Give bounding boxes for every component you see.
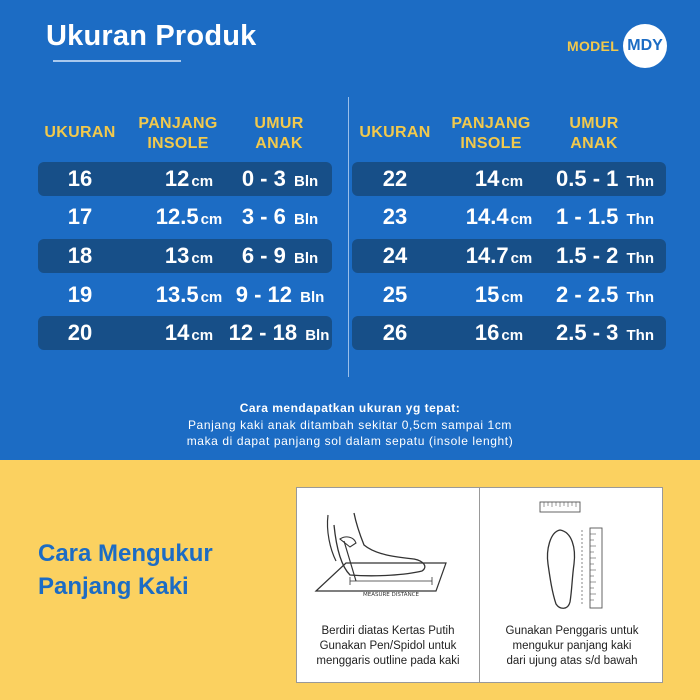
table-row — [38, 239, 332, 273]
step-1-caption: Berdiri diatas Kertas Putih Gunakan Pen/Spidol untuk menggaris outline pada kaki — [316, 625, 460, 667]
note-line-1: Panjang kaki anak ditambah sekitar 0,5cm sampai 1cm — [187, 418, 513, 432]
insole-cell: 14.7 cm — [465, 243, 533, 268]
foot-tracing-illustration — [306, 505, 472, 605]
insole-cell: 15 cm — [474, 282, 524, 307]
table-row — [38, 316, 332, 350]
age-cell: 0 - 3 Bln — [241, 166, 319, 191]
table-row — [38, 278, 332, 312]
table-row — [352, 200, 666, 234]
size-cell: 24 — [382, 243, 408, 268]
age-cell: 1.5 - 2 Thn — [556, 243, 654, 268]
age-cell: 12 - 18 Bln — [228, 320, 330, 345]
model-tag — [567, 24, 667, 68]
table-row — [38, 200, 332, 234]
note-title: Cara mendapatkan ukuran yg tepat: — [239, 401, 461, 415]
insole-cell: 13 cm — [164, 243, 214, 268]
size-cell: 25 — [382, 282, 408, 307]
header-age-right: UMUR ANAK — [569, 115, 619, 152]
size-cell: 22 — [382, 166, 408, 191]
header-insole-left: PANJANG INSOLE — [138, 115, 218, 152]
table-row — [352, 316, 666, 350]
panel-divider — [479, 487, 480, 683]
table-row — [38, 162, 332, 196]
header-size-left: UKURAN — [44, 124, 116, 141]
age-cell: 6 - 9 Bln — [241, 243, 319, 268]
insole-cell: 12.5 cm — [155, 204, 223, 229]
size-cell: 23 — [382, 204, 408, 229]
insole-cell: 12 cm — [164, 166, 214, 191]
insole-cell: 14 cm — [164, 320, 214, 345]
insole-cell: 16 cm — [474, 320, 524, 345]
insole-cell: 13.5 cm — [155, 282, 223, 307]
size-cell: 16 — [67, 166, 93, 191]
size-cell: 20 — [67, 320, 93, 345]
how-to-title: Cara Mengukur Panjang Kaki — [38, 540, 213, 600]
model-badge: MDY — [623, 24, 667, 68]
table-divider — [348, 97, 349, 377]
header-age-left: UMUR ANAK — [254, 115, 304, 152]
age-cell: 9 - 12 Bln — [235, 282, 325, 307]
model-label: MODEL — [567, 38, 620, 54]
page-title: Ukuran Produk — [46, 20, 257, 52]
size-cell: 17 — [67, 204, 93, 229]
age-cell: 3 - 6 Bln — [241, 204, 319, 229]
age-cell: 0.5 - 1 Thn — [556, 166, 654, 191]
age-cell: 2.5 - 3 Thn — [556, 320, 654, 345]
size-cell: 19 — [67, 282, 93, 307]
table-row — [352, 162, 666, 196]
note-line-2: maka di dapat panjang sol dalam sepatu (insole lenght) — [186, 434, 514, 448]
insole-cell: 14 cm — [474, 166, 524, 191]
step-2-caption: Gunakan Penggaris untuk mengukur panjang kaki dari ujung atas s/d bawah — [505, 625, 639, 667]
ruler-insole-illustration — [520, 500, 620, 612]
table-row — [352, 278, 666, 312]
header-size-right: UKURAN — [359, 124, 431, 141]
size-cell: 26 — [382, 320, 408, 345]
insole-cell: 14.4 cm — [465, 204, 533, 229]
table-row — [352, 239, 666, 273]
measure-distance-label: MEASURE DISTANCE — [362, 592, 420, 598]
size-cell: 18 — [67, 243, 93, 268]
header-insole-right: PANJANG INSOLE — [451, 115, 531, 152]
age-cell: 1 - 1.5 Thn — [556, 204, 654, 229]
title-underline — [53, 60, 181, 62]
age-cell: 2 - 2.5 Thn — [556, 282, 654, 307]
